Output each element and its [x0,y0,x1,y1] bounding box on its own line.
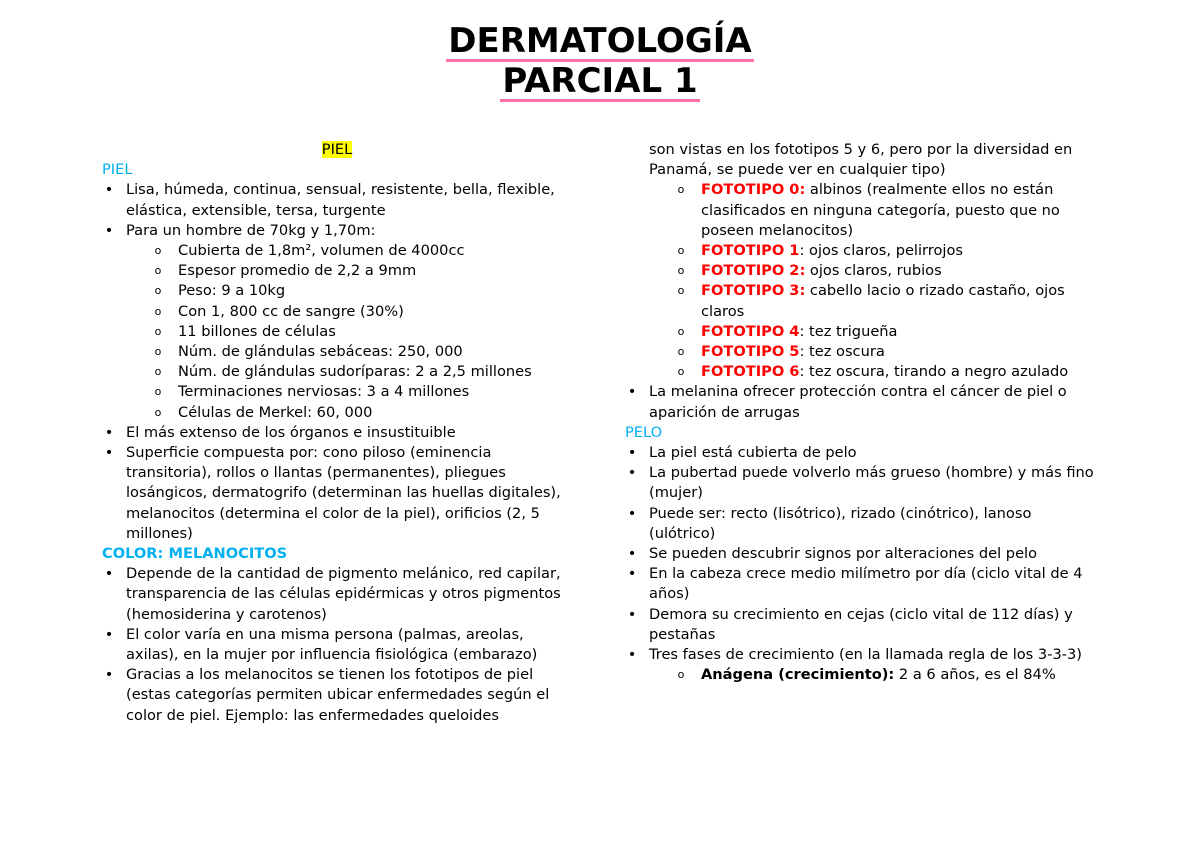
section-heading-color: COLOR: MELANOCITOS [102,545,288,563]
sub-list-item: o Peso: 9 a 10kg [102,281,572,301]
section-heading-pelo: PELO [625,423,663,441]
bullet-marker: • [627,464,637,482]
bullet-marker: • [627,444,637,462]
sub-list-item: o Terminaciones nerviosas: 3 a 4 millones [102,382,572,402]
bullet-marker: • [104,666,114,684]
sub-marker: o [677,264,685,278]
bullet-marker: • [104,423,114,441]
list-item: • La piel está cubierta de pelo [625,443,1100,463]
sub-list-item: o Células de Merkel: 60, 000 [102,403,572,423]
document-title [0,22,1200,102]
list-item: • Depende de la cantidad de pigmento melánico, red capilar, transparencia de las células epidérmicas y otros pigmentos (hemosiderina y carotenos) [102,564,572,625]
list-item: • Superficie compuesta por: cono piloso (eminencia transitoria), rollos o llantas (permanentes), pliegues losángicos, dermatogrifo (determinan las huellas digitales), melanocitos (determina el color de la piel), orificios (2, 5 millones) [102,443,572,544]
melanina-list [625,382,1100,422]
sub-marker: o [677,284,685,298]
fototipo-label: FOTOTIPO 1 [701,242,800,260]
list-item: • Gracias a los melanocitos se tienen los fototipos de piel (estas categorías permiten ubicar enfermedades según el color de piel. Ejemplo: las enfermedades queloides [102,665,572,726]
sub-marker: o [154,324,162,338]
section-heading-piel: PIEL [102,161,133,179]
fototipo-label: FOTOTIPO 0: [701,181,806,199]
bullet-marker: • [104,625,114,643]
sub-marker: o [154,345,162,359]
pelo-list [625,443,1100,685]
color-list [102,564,572,726]
sub-list-item: o Espesor promedio de 2,2 a 9mm [102,261,572,281]
anagena-label: Anágena (crecimiento): [701,666,895,684]
bullet-marker: • [104,444,114,462]
list-item: • En la cabeza crece medio milímetro por día (ciclo vital de 4 años) [625,564,1100,604]
fototipo-label: FOTOTIPO 3: [701,282,806,300]
fototipo-list [625,180,1100,382]
sub-list-item: o FOTOTIPO 6: tez oscura, tirando a negro azulado [625,362,1100,382]
bullet-marker: • [627,646,637,664]
sub-marker: o [677,244,685,258]
sub-marker: o [154,244,162,258]
sub-list-item: o Cubierta de 1,8m², volumen de 4000cc [102,241,572,261]
sub-marker: o [677,668,685,682]
sub-marker: o [154,304,162,318]
sub-list-item: o 11 billones de células [102,322,572,342]
piel-list [102,180,572,544]
bullet-marker: • [627,605,637,623]
sub-list-item: o FOTOTIPO 1: ojos claros, pelirrojos [625,241,1100,261]
fototipo-label: FOTOTIPO 5 [701,343,800,361]
sub-marker: o [154,405,162,419]
bullet-marker: • [627,565,637,583]
bullet-marker: • [104,565,114,583]
continued-text: son vistas en los fototipos 5 y 6, pero por la diversidad en Panamá, se puede ver en cualquier tipo) [649,141,1073,179]
sub-marker: o [154,365,162,379]
sub-list-item: o FOTOTIPO 0: albinos (realmente ellos no están clasificados en ninguna categoría, puesto que no poseen melanocitos) [625,180,1100,241]
sub-list-item: o FOTOTIPO 3: cabello lacio o rizado castaño, ojos claros [625,281,1100,321]
sub-list-item: o FOTOTIPO 5: tez oscura [625,342,1100,362]
sub-marker: o [154,385,162,399]
list-item: • Tres fases de crecimiento (en la llamada regla de los 3-3-3) [625,645,1100,665]
right-column [625,140,1100,685]
sub-marker: o [677,183,685,197]
bullet-marker: • [104,221,114,239]
center-heading [102,140,572,160]
list-item: • El más extenso de los órganos e insustituible [102,423,572,443]
list-item: • El color varía en una misma persona (palmas, areolas, axilas), en la mujer por influencia fisiológica (embarazo) [102,625,572,665]
title-line-1: DERMATOLOGÍA [448,21,752,61]
bullet-marker: • [627,545,637,563]
list-item: • Demora su crecimiento en cejas (ciclo vital de 112 días) y pestañas [625,605,1100,645]
sub-list-item: o Anágena (crecimiento): 2 a 6 años, es el 84% [625,665,1100,685]
list-item: • Puede ser: recto (lisótrico), rizado (cinótrico), lanoso (ulótrico) [625,504,1100,544]
list-item: • La pubertad puede volverlo más grueso (hombre) y más fino (mujer) [625,463,1100,503]
sub-marker: o [677,345,685,359]
title-line-2: PARCIAL 1 [502,61,698,101]
list-item: • Se pueden descubrir signos por alteraciones del pelo [625,544,1100,564]
fototipo-label: FOTOTIPO 6 [701,363,800,381]
sub-list-item: o Núm. de glándulas sebáceas: 250, 000 [102,342,572,362]
list-item: • Lisa, húmeda, continua, sensual, resistente, bella, flexible, elástica, extensible, tersa, turgente [102,180,572,220]
list-item: • Para un hombre de 70kg y 1,70m: [102,221,572,241]
list-item: • La melanina ofrecer protección contra el cáncer de piel o aparición de arrugas [625,382,1100,422]
bullet-marker: • [627,383,637,401]
sub-marker: o [154,284,162,298]
sub-list-item: o FOTOTIPO 2: ojos claros, rubios [625,261,1100,281]
sub-marker: o [677,365,685,379]
sub-list-item: o FOTOTIPO 4: tez trigueña [625,322,1100,342]
sub-list-item: o Núm. de glándulas sudoríparas: 2 a 2,5 millones [102,362,572,382]
sub-marker: o [154,264,162,278]
left-column [102,140,572,726]
fototipo-label: FOTOTIPO 4 [701,322,800,340]
sub-list-item: o Con 1, 800 cc de sangre (30%) [102,302,572,322]
sub-marker: o [677,324,685,338]
fototipo-label: FOTOTIPO 2: [701,262,806,280]
bullet-marker: • [104,181,114,199]
center-heading-text: PIEL [321,141,353,158]
bullet-marker: • [627,504,637,522]
